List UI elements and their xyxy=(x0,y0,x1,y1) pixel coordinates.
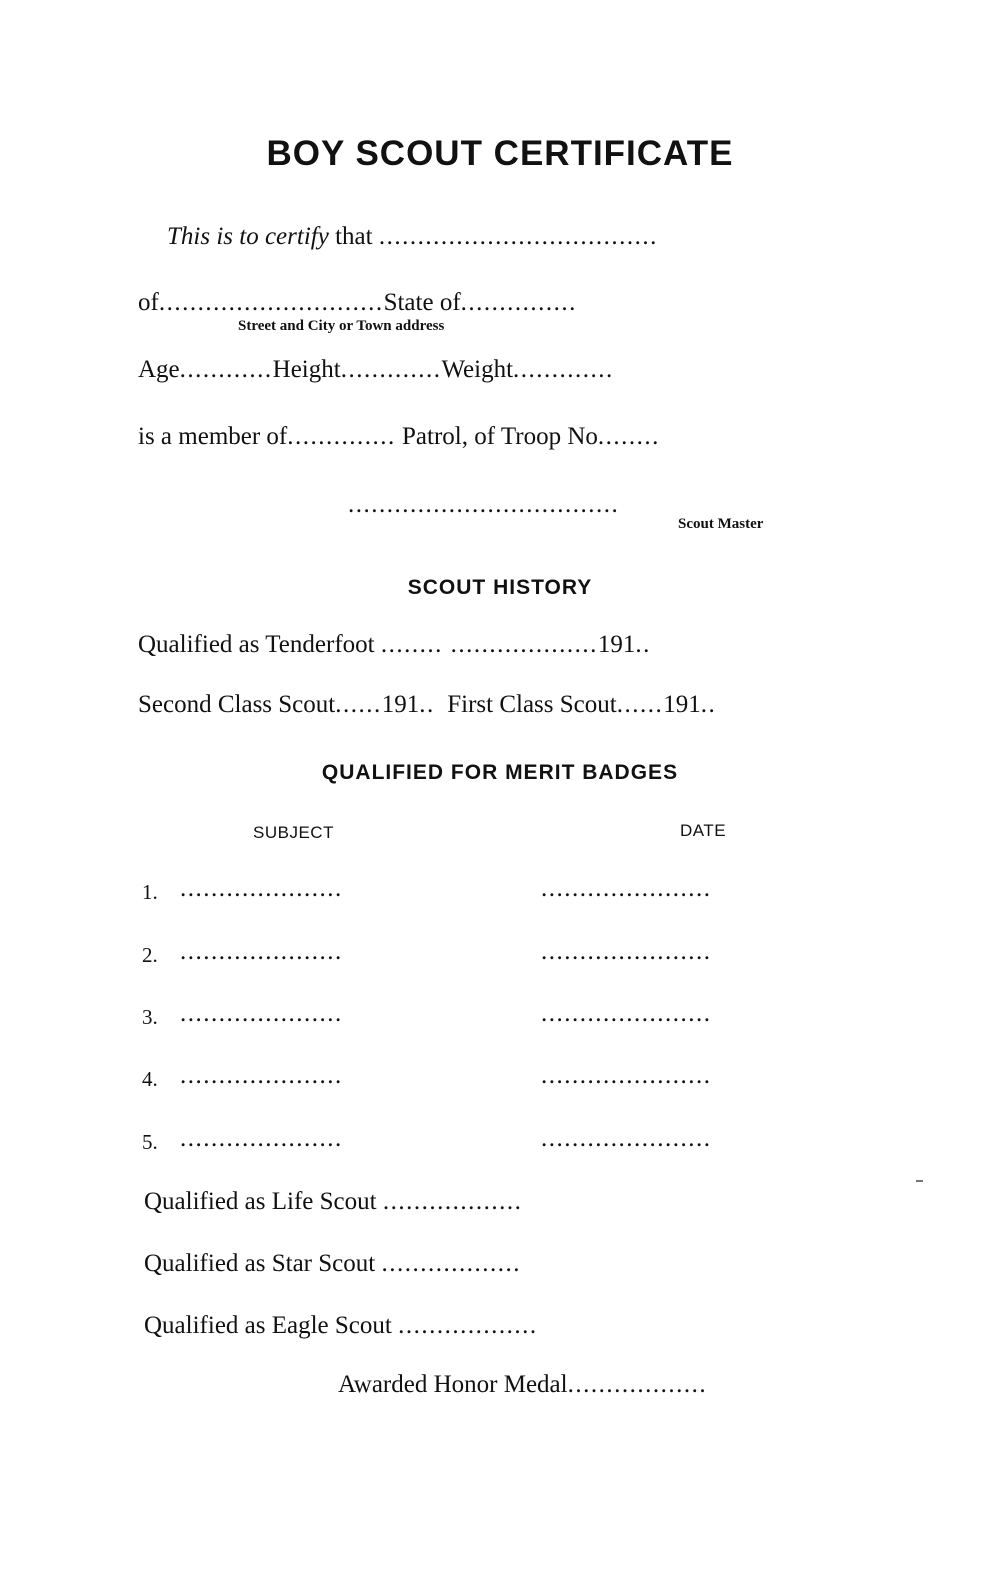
patrol-field[interactable]: .............. xyxy=(287,423,396,450)
honor-medal-label: Awarded Honor Medal xyxy=(338,1371,568,1398)
name-field[interactable]: .................................... xyxy=(378,223,658,250)
weight-label: Weight xyxy=(441,356,514,383)
eagle-scout-field[interactable]: .................. xyxy=(398,1312,538,1339)
address-line xyxy=(138,288,577,318)
merit-badge-subject-field[interactable]: ..................... xyxy=(180,1062,343,1089)
second-class-year: 191 xyxy=(381,691,420,718)
stray-mark xyxy=(916,1180,923,1182)
merit-badge-date-field[interactable]: ...................... xyxy=(541,1125,712,1152)
merit-badge-subject-field[interactable]: ..................... xyxy=(180,938,343,965)
class-scout-line xyxy=(138,690,716,720)
first-class-year-field[interactable]: .. xyxy=(700,691,717,718)
first-class-date-field[interactable]: ...... xyxy=(616,691,664,718)
merit-badge-number: 2. xyxy=(142,943,158,967)
subject-column-header: SUBJECT xyxy=(253,823,334,842)
merit-badge-subject-field[interactable]: ..................... xyxy=(180,1125,343,1152)
membership-line xyxy=(138,422,660,452)
age-field[interactable]: ............ xyxy=(179,356,273,383)
patrol-troop-label: Patrol, of Troop No xyxy=(402,423,598,450)
of-label: of xyxy=(138,289,159,316)
height-field[interactable]: ............. xyxy=(340,356,442,383)
date-column-header: DATE xyxy=(680,821,727,840)
measures-line xyxy=(138,355,614,385)
certify-lead: This is to certify xyxy=(167,223,329,250)
honor-medal-field[interactable]: .................. xyxy=(567,1371,708,1398)
merit-badge-number: 3. xyxy=(142,1005,158,1029)
troop-field[interactable]: ........ xyxy=(597,423,660,450)
star-scout-line xyxy=(144,1249,521,1279)
state-field[interactable]: ............... xyxy=(460,289,577,316)
star-scout-field[interactable]: .................. xyxy=(381,1250,521,1277)
merit-badge-subject-field[interactable]: ..................... xyxy=(180,1000,343,1027)
eagle-scout-label: Qualified as Eagle Scout xyxy=(144,1312,392,1339)
eagle-scout-line xyxy=(144,1311,538,1341)
scoutmaster-caption: Scout Master xyxy=(678,516,764,532)
merit-badge-date-field[interactable]: ...................... xyxy=(541,938,712,965)
life-scout-line xyxy=(144,1187,522,1217)
tenderfoot-date-field[interactable]: ........ ................... xyxy=(380,631,598,658)
age-label: Age xyxy=(138,356,180,383)
merit-badge-date-field[interactable]: ...................... xyxy=(541,1062,712,1089)
merit-badge-subject-field[interactable]: ..................... xyxy=(180,875,343,902)
tenderfoot-label: Qualified as Tenderfoot xyxy=(138,631,375,658)
merit-badges-heading: QUALIFIED FOR MERIT BADGES xyxy=(321,761,679,784)
address-caption: Street and City or Town address xyxy=(238,318,445,334)
star-scout-label: Qualified as Star Scout xyxy=(144,1250,376,1277)
certify-that: that xyxy=(335,223,373,250)
state-label: State of xyxy=(383,289,461,316)
second-class-year-field[interactable]: .. xyxy=(419,691,435,718)
first-class-year: 191 xyxy=(663,691,701,718)
merit-badge-number: 4. xyxy=(142,1067,158,1091)
tenderfoot-year-field[interactable]: .. xyxy=(635,631,651,658)
certificate-title: BOY SCOUT CERTIFICATE xyxy=(266,134,734,173)
merit-badge-number: 5. xyxy=(142,1130,158,1154)
scoutmaster-signature-field[interactable]: ................................... xyxy=(348,491,620,518)
tenderfoot-line xyxy=(138,630,651,660)
second-class-label: Second Class Scout xyxy=(138,691,336,718)
life-scout-label: Qualified as Life Scout xyxy=(144,1188,377,1215)
merit-badge-number: 1. xyxy=(142,880,158,904)
height-label: Height xyxy=(272,356,341,383)
merit-badge-date-field[interactable]: ...................... xyxy=(541,1000,712,1027)
address-field[interactable]: ............................. xyxy=(158,289,384,316)
honor-medal-line xyxy=(338,1370,707,1400)
member-label: is a member of xyxy=(138,423,288,450)
certify-line xyxy=(167,222,658,252)
life-scout-field[interactable]: .................. xyxy=(382,1188,523,1215)
tenderfoot-year: 191 xyxy=(597,631,636,658)
scout-history-heading: SCOUT HISTORY xyxy=(407,576,593,599)
second-class-date-field[interactable]: ...... xyxy=(335,691,382,718)
merit-badge-date-field[interactable]: ...................... xyxy=(541,875,712,902)
weight-field[interactable]: ............. xyxy=(513,356,614,383)
first-class-label: First Class Scout xyxy=(447,691,617,718)
